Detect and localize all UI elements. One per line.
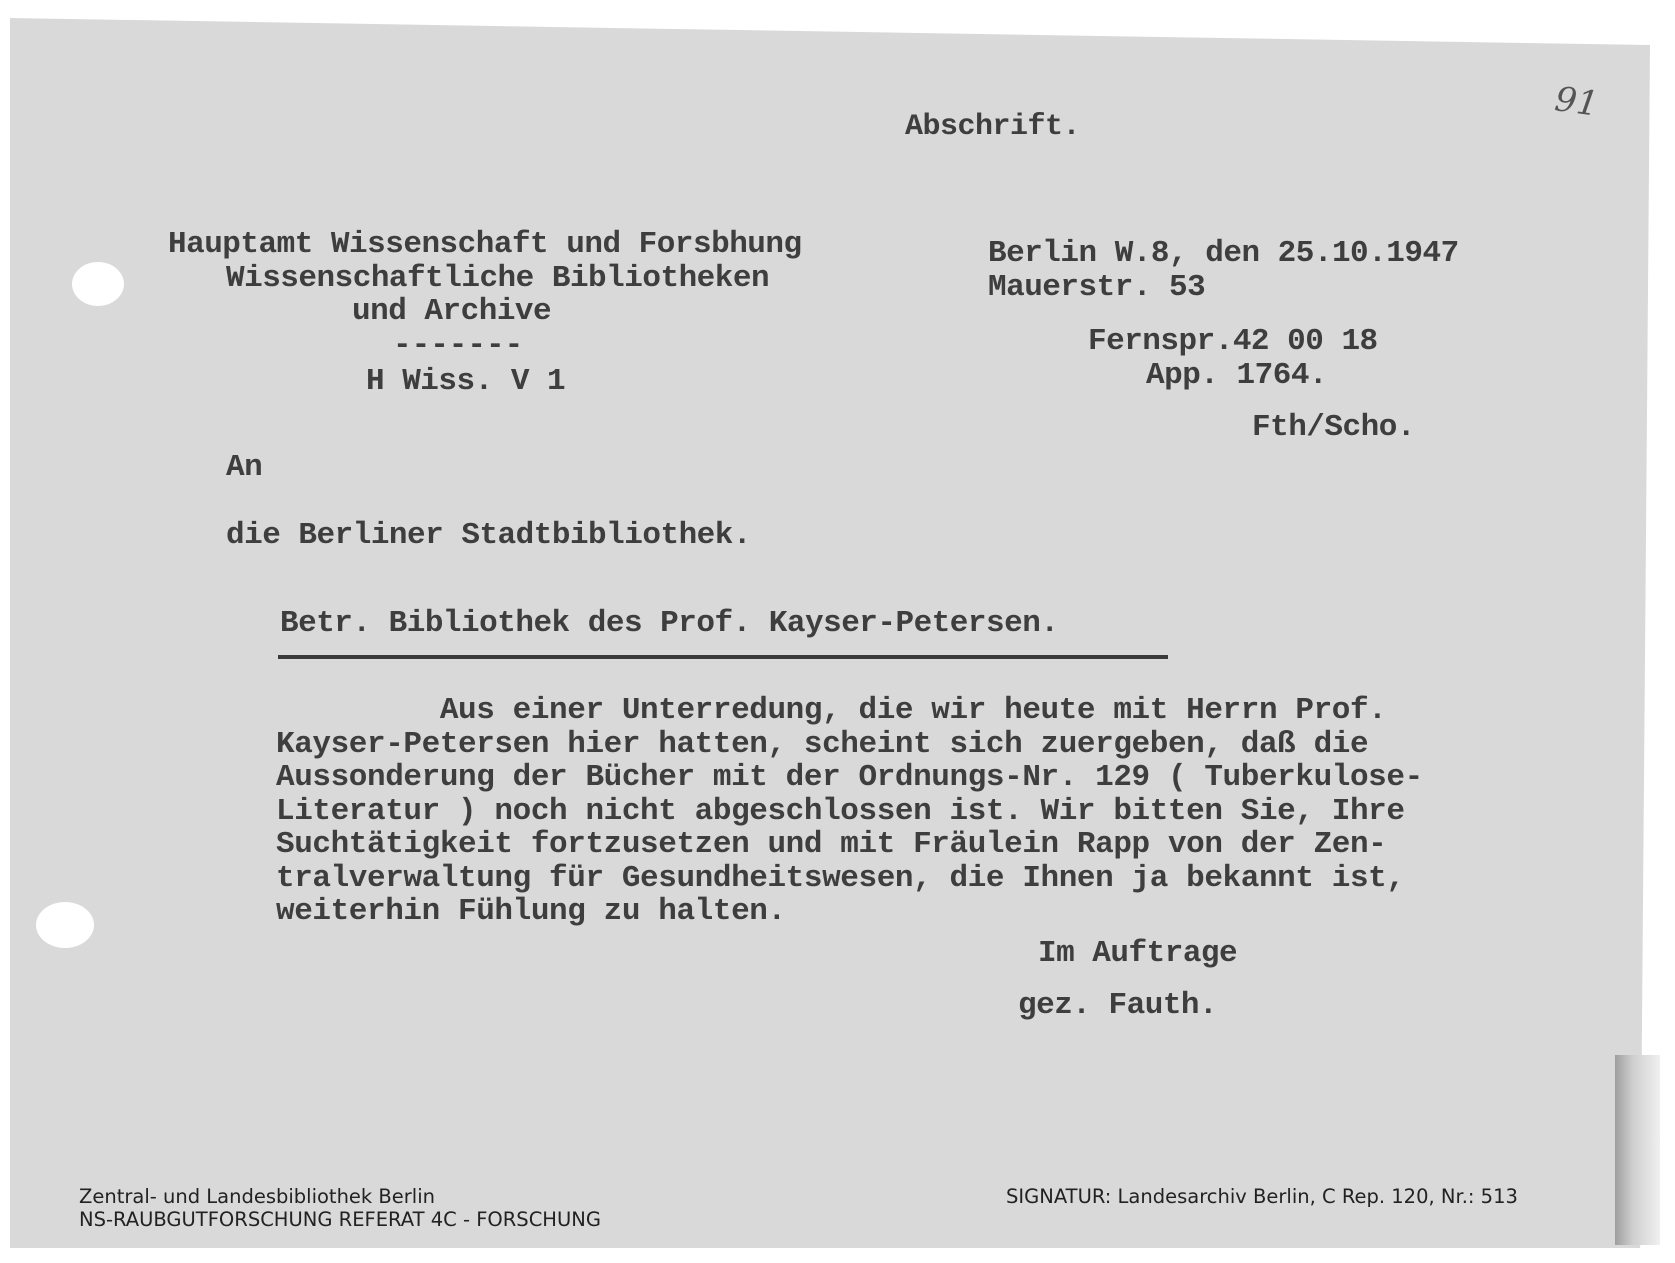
recipient: die Berliner Stadtbibliothek. — [226, 518, 751, 553]
sender-line-1: Hauptamt Wissenschaft und Forsbhung — [168, 227, 802, 262]
punch-hole-bottom — [36, 902, 94, 948]
body-line: Literatur ) noch nicht abgeschlossen ist. Wir bitten Sie, Ihre — [276, 793, 1405, 829]
letter-body — [276, 694, 1596, 929]
sender-separator: ------- — [393, 328, 524, 363]
place-date: Berlin W.8, den 25.10.1947 — [988, 236, 1459, 271]
subject-underline — [278, 655, 1168, 659]
footer-institution: Zentral- und Landesbibliothek Berlin — [79, 1185, 435, 1208]
initials: Fth/Scho. — [1252, 410, 1415, 445]
sender-reference: H Wiss. V 1 — [366, 364, 566, 399]
page-fold — [1615, 1055, 1660, 1245]
footer-signatur: SIGNATUR: Landesarchiv Berlin, C Rep. 120, Nr.: 513 — [1006, 1185, 1518, 1208]
body-line: Suchtätigkeit fortzusetzen und mit Fräulein Rapp von der Zen- — [276, 827, 1387, 862]
subject-line: Betr. Bibliothek des Prof. Kayser-Petersen. — [280, 606, 1059, 641]
footer-left — [79, 1185, 601, 1231]
closing: Im Auftrage — [1038, 936, 1238, 971]
phone-extension: App. 1764. — [1146, 358, 1328, 393]
sender-line-3: und Archive — [352, 294, 552, 329]
body-line: tralverwaltung für Gesundheitswesen, die Ihnen ja bekannt ist, — [276, 860, 1405, 896]
sender-line-2: Wissenschaftliche Bibliotheken — [226, 261, 770, 296]
punch-hole-top — [72, 262, 124, 306]
body-line: weiterhin Fühlung zu halten. — [276, 894, 786, 929]
phone-number: Fernspr.42 00 18 — [1088, 324, 1378, 359]
signature: gez. Fauth. — [1018, 988, 1218, 1023]
street-address: Mauerstr. 53 — [988, 270, 1206, 305]
body-line: Aussonderung der Bücher mit der Ordnungs-Nr. 129 ( Tuberkulose- — [276, 760, 1423, 795]
footer-department: NS-RAUBGUTFORSCHUNG REFERAT 4C - FORSCHUNG — [79, 1208, 601, 1231]
letter-heading: Abschrift. — [905, 110, 1081, 144]
page-mark: 91 — [1552, 79, 1601, 125]
to-label: An — [226, 450, 263, 485]
body-line: Aus einer Unterredung, die wir heute mit Herrn Prof. — [276, 693, 1387, 728]
body-line: Kayser-Petersen hier hatten, scheint sich zuergeben, daß die — [276, 726, 1369, 762]
